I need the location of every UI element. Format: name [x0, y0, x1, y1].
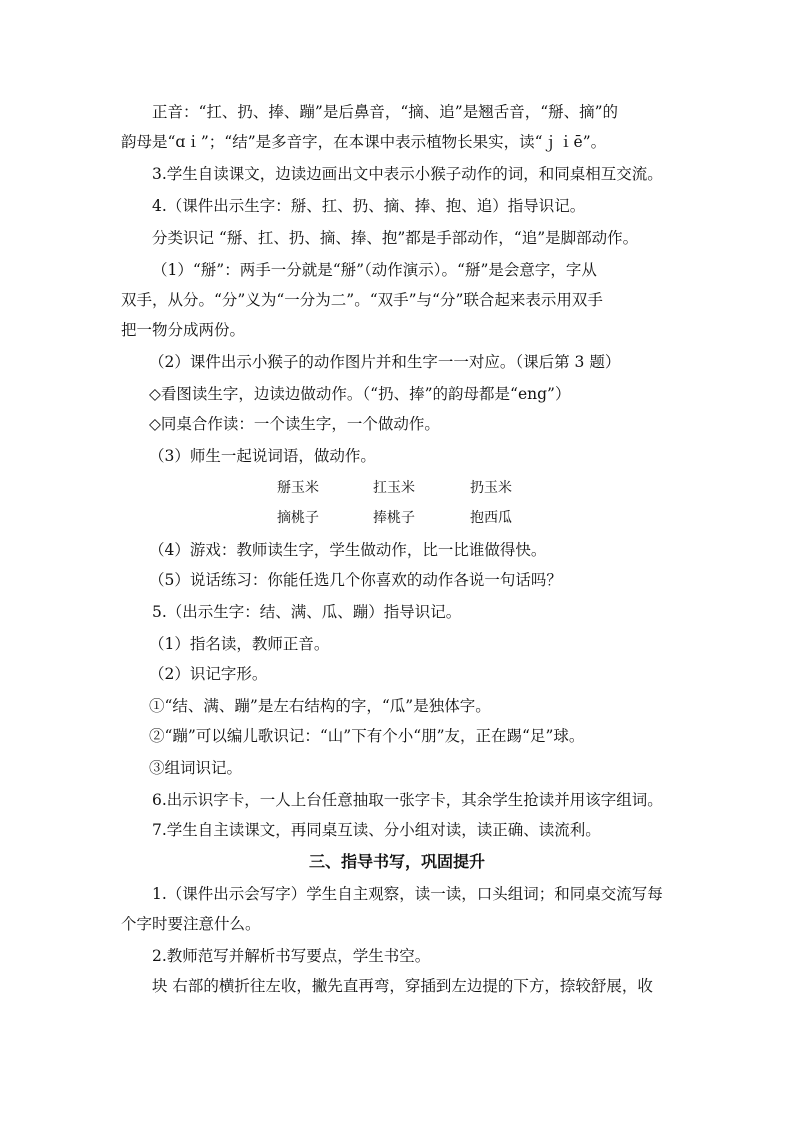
- paragraph-line: ③组词识记。: [149, 759, 243, 777]
- paragraph-line: （2）课件出示小猴子的动作图片并和生字一一对应。（课后第 3 题）: [149, 353, 621, 371]
- section-heading: 三、指导书写，巩固提升: [308, 852, 485, 871]
- word-item: 扛玉米: [373, 480, 415, 496]
- word-item: 掰玉米: [277, 480, 319, 496]
- paragraph-line: （3）师生一起说词语，做动作。: [149, 447, 376, 465]
- paragraph-line: （5）说话练习：你能任选几个你喜欢的动作各说一句话吗？: [149, 571, 562, 589]
- paragraph-line: ①“结、满、蹦”是左右结构的字，“瓜”是独体字。: [149, 697, 491, 715]
- paragraph-line: 5.（出示生字：结、满、瓜、蹦）指导识记。: [152, 603, 462, 621]
- word-item: 摘桃子: [277, 510, 319, 526]
- paragraph-line: （2）识记字形。: [149, 665, 268, 683]
- paragraph-line: 正音：“扛、扔、捧、蹦”是后鼻音，“摘、追”是翘舌音，“掰、摘”的: [152, 103, 619, 121]
- paragraph-line: 6.出示识字卡，一人上台任意抽取一张字卡，其余学生抢读并用该字组词。: [152, 791, 663, 809]
- paragraph-line: ◇同桌合作读：一个读生字，一个做动作。: [149, 415, 440, 433]
- paragraph-line: 分类识记 “掰、扛、扔、摘、捧、抱”都是手部动作，“追”是脚部动作。: [152, 229, 639, 247]
- paragraph-line: 7.学生自主读课文，再同桌互读、分小组对读，读正确、读流利。: [152, 821, 601, 839]
- paragraph-line: （4）游戏：教师读生字，学生做动作，比一比谁做得快。: [149, 541, 547, 559]
- paragraph-line: ◇看图读生字，边读边做动作。（“扔、捧”的韵母都是“eng”）: [149, 385, 571, 403]
- paragraph-line: 韵母是“ɑｉ”；“结”是多音字，在本课中表示植物长果实，读“ｊｉē”。: [121, 133, 607, 151]
- paragraph-line: 4.（课件出示生字：掰、扛、扔、摘、捧、抱、追）指导识记。: [152, 197, 586, 215]
- paragraph-line: 双手，从分。“分”义为“一分为二”。“双手”与“分”联合起来表示用双手: [121, 291, 603, 309]
- paragraph-line: 块 右部的横折往左收，撇先直再弯，穿插到左边提的下方，捺较舒展，收: [152, 977, 653, 995]
- word-item: 捧桃子: [373, 510, 415, 526]
- paragraph-line: 1.（课件出示会写字）学生自主观察，读一读，口头组词；和同桌交流写每: [152, 885, 663, 903]
- paragraph-line: ②“蹦”可以编儿歌识记：“山”下有个小“朋”友，正在踢“足”球。: [149, 727, 585, 745]
- word-item: 抱西瓜: [470, 510, 512, 526]
- paragraph-line: 个字时要注意什么。: [121, 915, 261, 933]
- word-item: 扔玉米: [470, 480, 512, 496]
- paragraph-line: （1）指名读，教师正音。: [149, 635, 330, 653]
- paragraph-line: 3.学生自读课文，边读边画出文中表示小猴子动作的词，和同桌相互交流。: [152, 165, 663, 183]
- paragraph-line: 2.教师范写并解析书写要点，学生书空。: [152, 947, 431, 965]
- paragraph-line: 把一物分成两份。: [121, 321, 246, 339]
- paragraph-line: （1）“掰”：两手一分就是“掰”（动作演示）。“掰”是会意字，字从: [152, 261, 597, 279]
